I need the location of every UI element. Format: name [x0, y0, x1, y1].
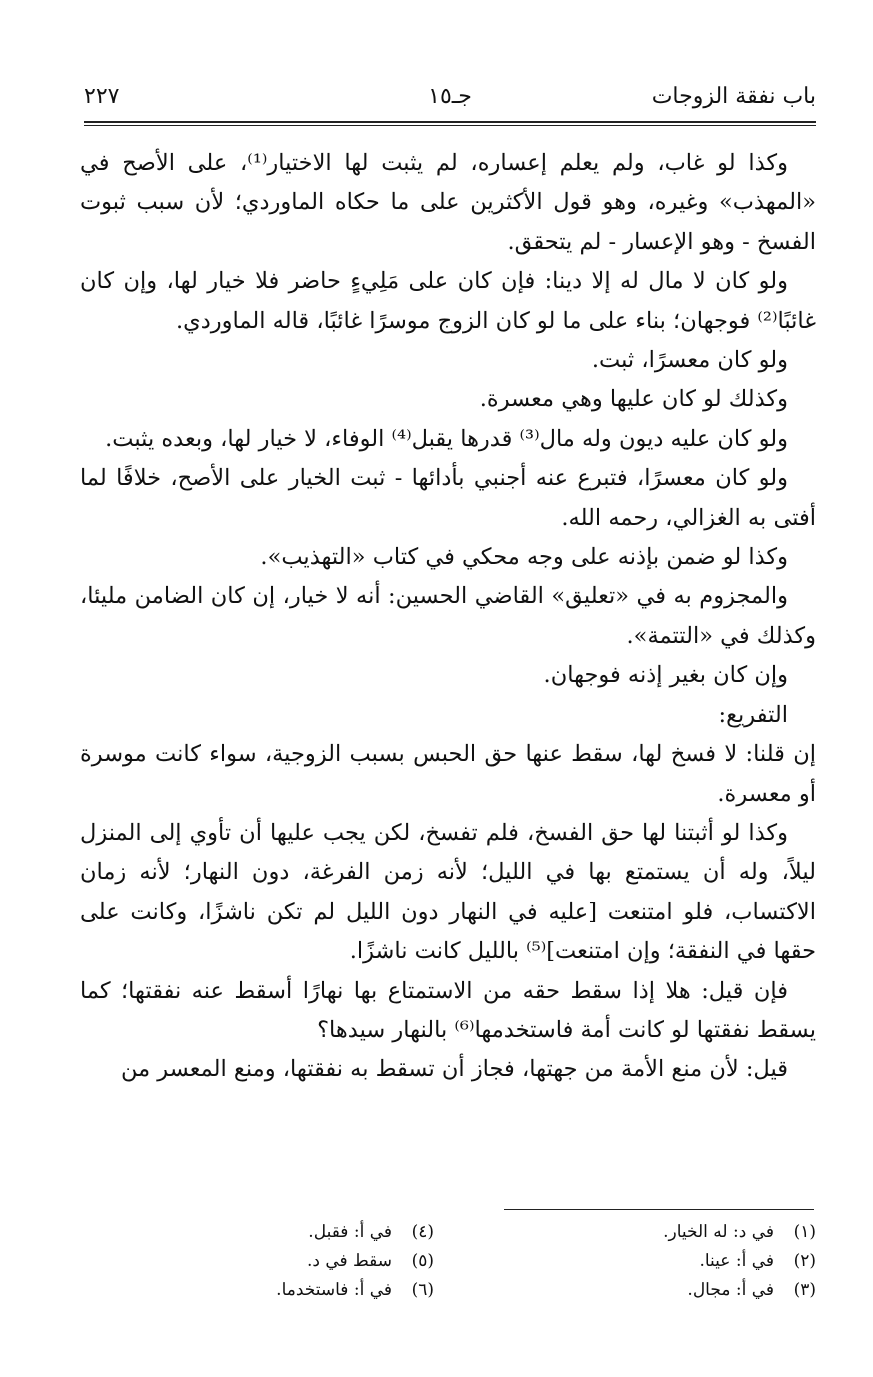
section-heading: التفريع: [718, 701, 788, 728]
footnote-number: (٢) [793, 1251, 816, 1271]
footnote-text: في أ: فقبل. [308, 1222, 392, 1242]
footnote-number: (٣) [793, 1280, 816, 1300]
main-text [80, 144, 816, 1090]
footnote [486, 1276, 816, 1305]
paragraph: وكذا لو أثبتنا لها حق الفسخ، فلم تفسخ، لكن يجب عليها أن تأوي إلى المنزل ليلاً، وله أن يستمتع بها في الليل؛ لأنه زمن الفرغة، دون النهار؛ لأنه زمان الاكتساب، فلو امتنعت [عليه في النهار دون الليل لم تكن ناشزًا، وكانت على حقها في النفقة؛ وإن امتنعت]⁽⁵⁾ بالليل كانت ناشزًا. [80, 819, 816, 965]
paragraph: قيل: لأن منع الأمة من جهتها، فجاز أن تسقط به نفقتها، ومنع المعسر من [120, 1056, 788, 1083]
header-rule-thin [84, 125, 816, 126]
paragraph: ولو كان معسرًا، فتبرع عنه أجنبي بأدائها - ثبت الخيار على الأصح، خلافًا لما أفتى به الغزالي، رحمه الله. [80, 465, 816, 531]
paragraph: فإن قيل: هلا إذا سقط حقه من الاستمتاع بها نهارًا أسقط عنه نفقتها؛ كما يسقط نفقتها لو كانت أمة فاستخدمها⁽⁶⁾ بالنهار سيدها؟ [80, 977, 816, 1043]
footnote [104, 1218, 434, 1247]
footnote [104, 1247, 434, 1276]
footnote [486, 1247, 816, 1276]
footnote [486, 1218, 816, 1247]
volume-label: جـ١٥ [428, 84, 472, 109]
footnote-rule [504, 1209, 814, 1210]
paragraph: وكذلك لو كان عليها وهي معسرة. [479, 386, 788, 413]
footnote-text: سقط في د. [306, 1251, 392, 1271]
header-rule [84, 121, 816, 123]
footnote-text: في د: له الخيار. [663, 1222, 774, 1242]
chapter-title: باب نفقة الزوجات [651, 84, 816, 109]
footnote-number: (٥) [411, 1251, 434, 1271]
footnote-number: (٦) [411, 1280, 434, 1300]
paragraph: إن قلنا: لا فسخ لها، سقط عنها حق الحبس بسبب الزوجية، سواء كانت موسرة أو معسرة. [80, 741, 816, 807]
footnote-column [486, 1218, 816, 1305]
paragraph: ولو كان لا مال له إلا دينا: فإن كان على مَلِيءٍ حاضر فلا خيار لها، وإن كان غائبًا⁽²⁾ فوجهان؛ بناء على ما لو كان الزوج موسرًا غائبًا، قاله الماوردي. [80, 268, 816, 334]
footnote-text: في أ: فاستخدما. [276, 1280, 392, 1300]
footnote-column [104, 1218, 434, 1305]
paragraph: وكذا لو غاب، ولم يعلم إعساره، لم يثبت لها الاختيار⁽¹⁾، على الأصح في «المهذب» وغيره، وهو قول الأكثرين على ما حكاه الماوردي؛ لأن سبب ثبوت الفسخ - وهو الإعسار - لم يتحقق. [80, 150, 816, 255]
paragraph: والمجزوم به في «تعليق» القاضي الحسين: أنه لا خيار، إن كان الضامن مليئا، وكذلك في «التتمة». [80, 583, 816, 649]
page-number: ٢٢٧ [84, 84, 120, 109]
paragraph: وكذا لو ضمن بإذنه على وجه محكي في كتاب «التهذيب». [260, 544, 788, 571]
footnote-number: (١) [793, 1222, 816, 1242]
paragraph: ولو كان معسرًا، ثبت. [591, 347, 788, 374]
footnote-text: في أ: مجال. [687, 1280, 774, 1300]
footnote [104, 1276, 434, 1305]
paragraph: ولو كان عليه ديون وله مال⁽³⁾ قدرها يقبل⁽⁴⁾ الوفاء، لا خيار لها، وبعده يثبت. [105, 425, 788, 452]
footnote-number: (٤) [411, 1222, 434, 1242]
running-header [84, 84, 816, 116]
footnote-text: في أ: عينا. [699, 1251, 774, 1271]
paragraph: وإن كان بغير إذنه فوجهان. [543, 662, 788, 689]
